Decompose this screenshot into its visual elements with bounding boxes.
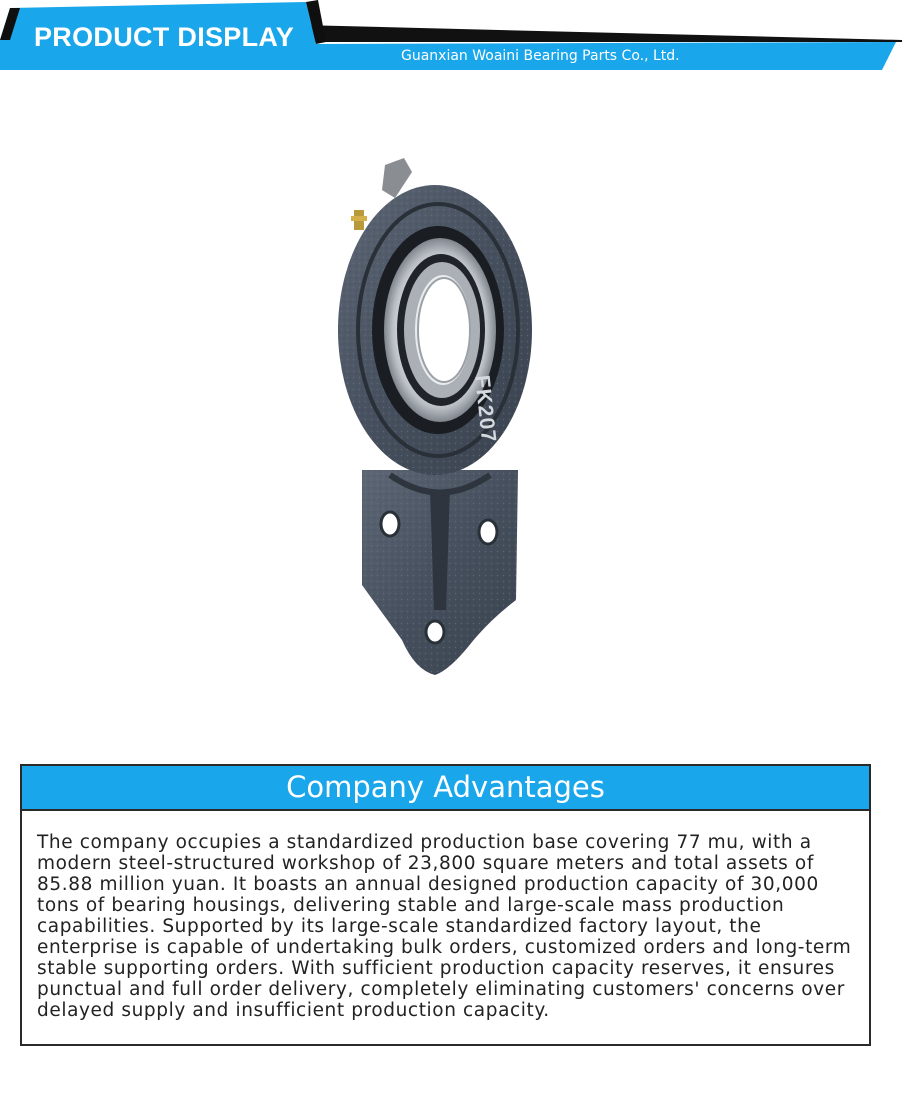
company-advantages-panel <box>20 764 871 1046</box>
page-title: PRODUCT DISPLAY <box>34 22 295 52</box>
company-name: Guanxian Woaini Bearing Parts Co., Ltd. <box>401 48 680 64</box>
company-advantages-heading: Company Advantages <box>22 766 869 811</box>
housing-engraving: FK207 <box>470 374 501 445</box>
company-advantages-text: The company occupies a standardized production base covering 77 mu, with a modern steel-structured workshop of 23,800 square meters and total assets of 85.88 million yuan. It boasts an annual designed production capacity of 30,000 tons of bearing housings, delivering stable and large-scale mass production capabilities. Supported by its large-scale standardized factory layout, the enterprise is capable of undertaking bulk orders, customized orders and long-term stable supporting orders. With sufficient production capacity reserves, it ensures punctual and full order delivery, completely eliminating customers' concerns over delayed supply and insufficient production capacity. <box>37 832 852 1021</box>
bearing-housing-image <box>10 130 890 730</box>
page-header <box>0 0 902 72</box>
product-display <box>10 130 890 730</box>
